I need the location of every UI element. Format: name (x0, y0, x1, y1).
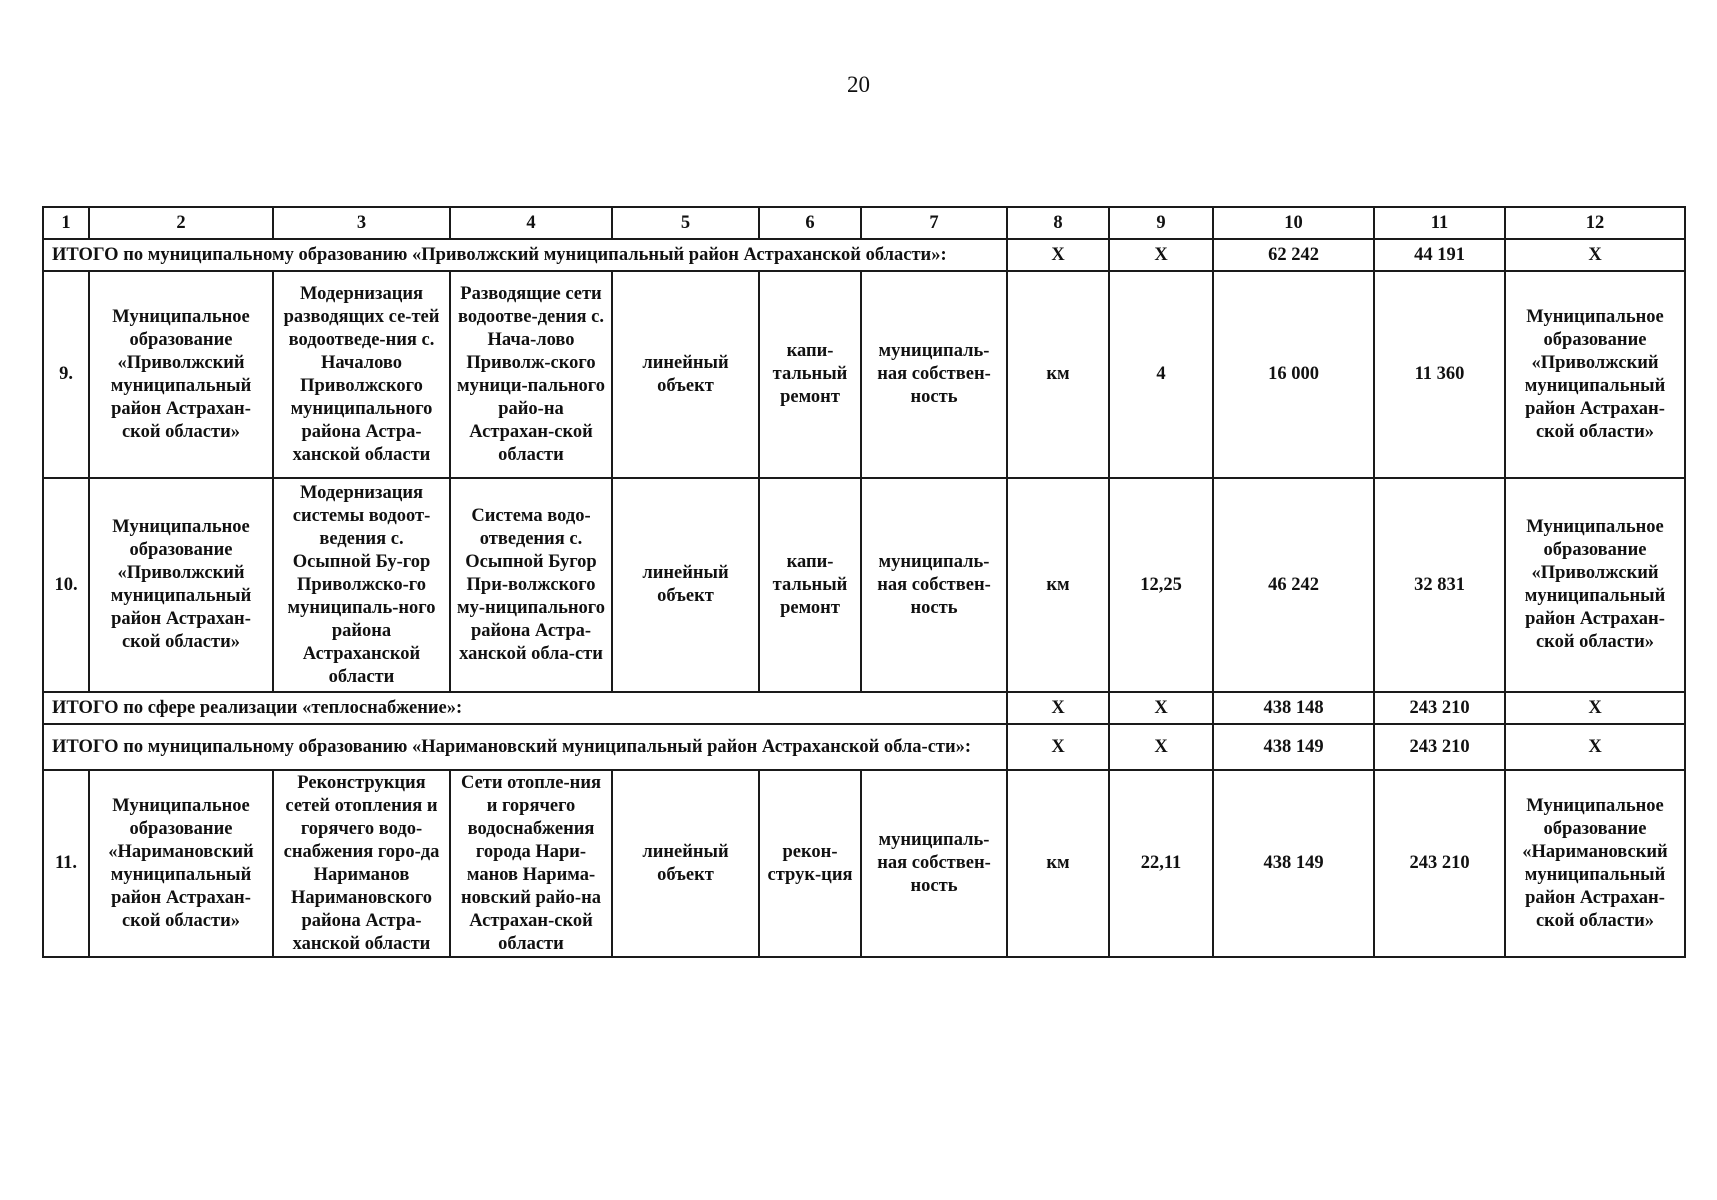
cell-quantity: X (1109, 724, 1213, 770)
cell-quantity: 12,25 (1109, 478, 1213, 692)
cell-amount: 243 210 (1374, 770, 1505, 957)
column-number-row (43, 207, 1685, 239)
cell-work-type: капи-тальный ремонт (759, 271, 861, 478)
column-number: 9 (1109, 207, 1213, 239)
cell-ownership: муниципаль-ная собствен-ность (861, 271, 1007, 478)
cell-object-type: линейный объект (612, 478, 759, 692)
cell-owner: X (1505, 724, 1685, 770)
total-label: ИТОГО по сфере реализации «теплоснабжение»: (43, 692, 1007, 724)
cell-object: Разводящие сети водоотве-дения с. Нача-лово Приволж-ского муници-пального райо-на Астрахан-ской области (450, 271, 612, 478)
cell-object-type: линейный объект (612, 770, 759, 957)
column-number: 10 (1213, 207, 1374, 239)
table-row (43, 770, 1685, 957)
total-label: ИТОГО по муниципальному образованию «Наримановский муниципальный район Астраханской обла-сти»: (43, 724, 1007, 770)
cell-project: Модернизация системы водоот-ведения с. Осыпной Бу-гор Приволжско-го муниципаль-ного района Астраханской области (273, 478, 450, 692)
cell-index: 11. (43, 770, 89, 957)
cell-amount: 32 831 (1374, 478, 1505, 692)
cell-municipality: Муниципальное образование «Приволжский муниципальный район Астрахан-ской области» (89, 271, 273, 478)
cell-amount: 44 191 (1374, 239, 1505, 271)
cell-index: 9. (43, 271, 89, 478)
cell-municipality: Муниципальное образование «Наримановский муниципальный район Астрахан-ской области» (89, 770, 273, 957)
cell-amount: 11 360 (1374, 271, 1505, 478)
column-number: 3 (273, 207, 450, 239)
cell-amount: 46 242 (1213, 478, 1374, 692)
total-row (43, 239, 1685, 271)
cell-object: Система водо-отведения с. Осыпной Бугор При-волжского му-ниципального района Астра-ханской обла-сти (450, 478, 612, 692)
cell-amount: 62 242 (1213, 239, 1374, 271)
cell-owner: X (1505, 239, 1685, 271)
cell-amount: 16 000 (1213, 271, 1374, 478)
cell-owner: Муниципальное образование «Наримановский муниципальный район Астрахан-ской области» (1505, 770, 1685, 957)
cell-amount: 438 149 (1213, 724, 1374, 770)
cell-amount: 243 210 (1374, 724, 1505, 770)
column-number: 8 (1007, 207, 1109, 239)
column-number: 5 (612, 207, 759, 239)
cell-unit: X (1007, 724, 1109, 770)
cell-unit: км (1007, 478, 1109, 692)
column-number: 1 (43, 207, 89, 239)
table-row (43, 271, 1685, 478)
cell-project: Реконструкция сетей отопления и горячего водо-снабжения горо-да Нариманов Наримановского района Астра-ханской области (273, 770, 450, 957)
total-label: ИТОГО по муниципальному образованию «Приволжский муниципальный район Астраханской области»: (43, 239, 1007, 271)
column-number: 2 (89, 207, 273, 239)
cell-quantity: X (1109, 239, 1213, 271)
cell-quantity: 4 (1109, 271, 1213, 478)
cell-ownership: муниципаль-ная собствен-ность (861, 770, 1007, 957)
table-row (43, 478, 1685, 692)
column-number: 6 (759, 207, 861, 239)
cell-amount: 438 148 (1213, 692, 1374, 724)
cell-owner: Муниципальное образование «Приволжский муниципальный район Астрахан-ской области» (1505, 478, 1685, 692)
cell-project: Модернизация разводящих се-тей водоотведе-ния с. Началово Приволжского муниципального района Астра-ханской области (273, 271, 450, 478)
cell-municipality: Муниципальное образование «Приволжский муниципальный район Астрахан-ской области» (89, 478, 273, 692)
cell-owner: Муниципальное образование «Приволжский муниципальный район Астрахан-ской области» (1505, 271, 1685, 478)
cell-unit: X (1007, 239, 1109, 271)
total-row (43, 724, 1685, 770)
column-number: 4 (450, 207, 612, 239)
cell-unit: км (1007, 271, 1109, 478)
cell-work-type: капи-тальный ремонт (759, 478, 861, 692)
cell-unit: км (1007, 770, 1109, 957)
cell-index: 10. (43, 478, 89, 692)
total-row (43, 692, 1685, 724)
cell-work-type: рекон-струк-ция (759, 770, 861, 957)
column-number: 7 (861, 207, 1007, 239)
page-number: 20 (847, 72, 870, 97)
cell-amount: 243 210 (1374, 692, 1505, 724)
cell-amount: 438 149 (1213, 770, 1374, 957)
cell-ownership: муниципаль-ная собствен-ность (861, 478, 1007, 692)
cell-object-type: линейный объект (612, 271, 759, 478)
cell-unit: X (1007, 692, 1109, 724)
cell-quantity: X (1109, 692, 1213, 724)
cell-object: Сети отопле-ния и горячего водоснабжения города Нари-манов Нарима-новский райо-на Астрахан-ской области (450, 770, 612, 957)
investment-table (42, 206, 1686, 958)
column-number: 11 (1374, 207, 1505, 239)
cell-quantity: 22,11 (1109, 770, 1213, 957)
cell-owner: X (1505, 692, 1685, 724)
column-number: 12 (1505, 207, 1685, 239)
